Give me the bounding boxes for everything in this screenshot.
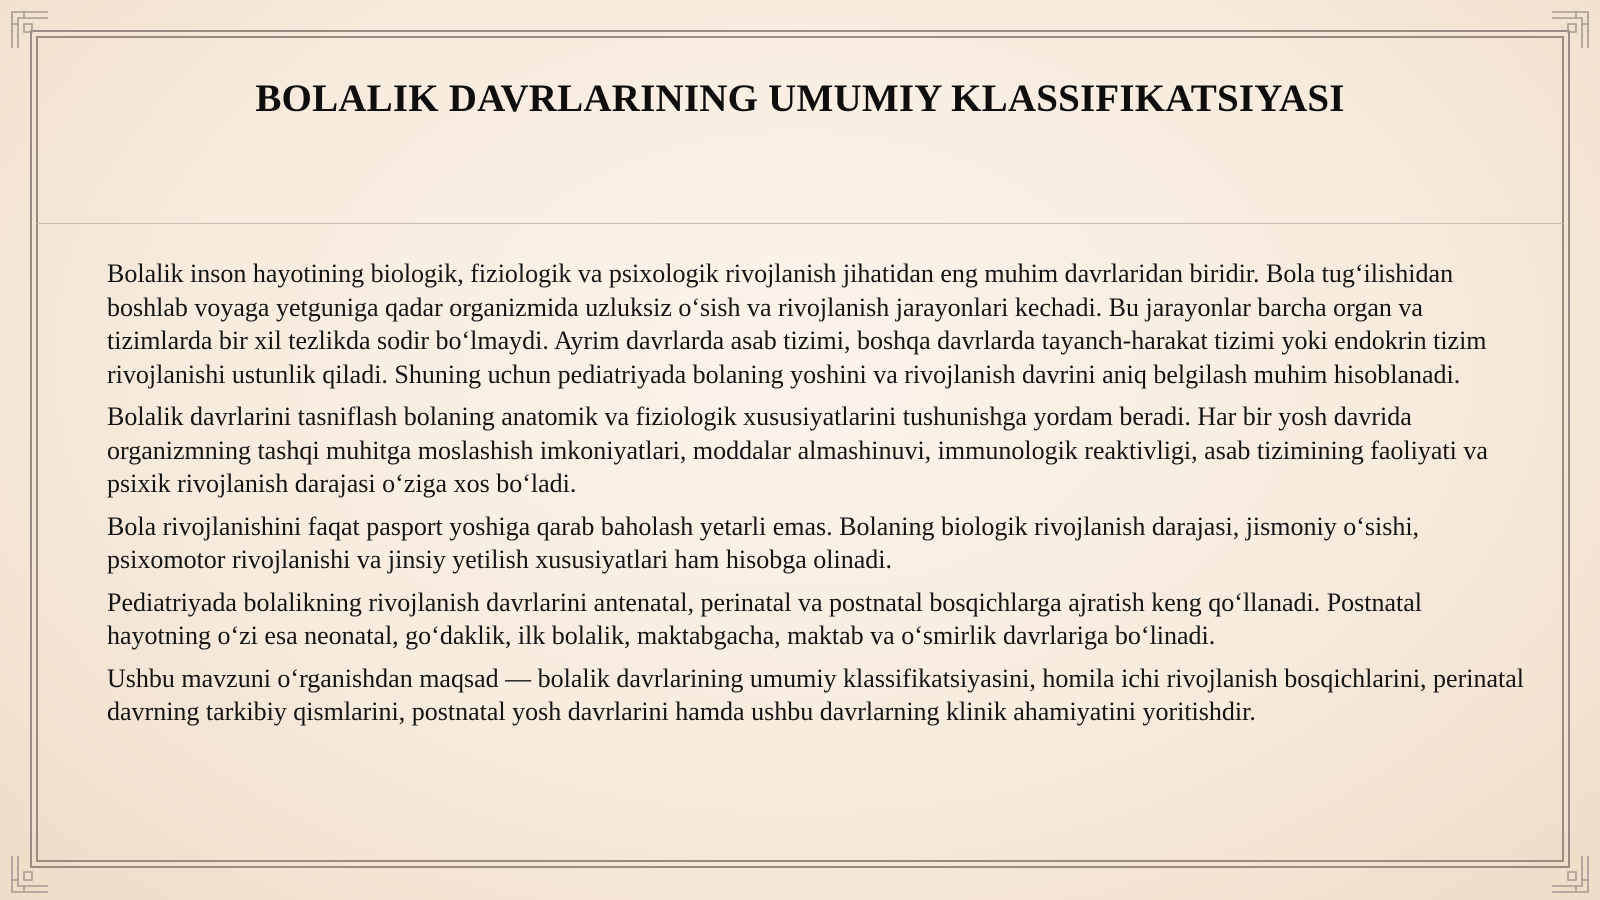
corner-ornament-icon (10, 10, 50, 50)
corner-ornament-icon (1550, 10, 1590, 50)
slide-body (107, 257, 1527, 738)
corner-ornament-icon (10, 854, 50, 894)
body-paragraph: Ushbu mavzuni o‘rganishdan maqsad — bolalik davrlarining umumiy klassifikatsiyasini, homila ichi rivojlanish bosqichlarini, perinatal davrning tarkibiy qismlarini, postnatal yosh davrlarini hamda ushbu davrlarning klinik ahamiyatini yoritishdir. (107, 663, 1524, 726)
body-paragraph: Bola rivojlanishini faqat pasport yoshiga qarab baholash yetarli emas. Bolaning biologik rivojlanish darajasi, jismoniy o‘sishi, psixomotor rivojlanishi va jinsiy yetilish xususiyatlari ham hisobga olinadi. (107, 511, 1420, 574)
body-paragraph: Bolalik davrlarini tasniflash bolaning anatomik va fiziologik xususiyatlarini tushunishga yordam beradi. Har bir yosh davrida organizmning tashqi muhitga moslashish imkoniyatlari, moddalar almashinuvi, immunologik reaktivligi, asab tizimining faoliyati va psixik rivojlanish darajasi o‘ziga xos bo‘ladi. (107, 402, 1488, 498)
body-paragraph: Pediatriyada bolalikning rivojlanish davrlarini antenatal, perinatal va postnatal bosqichlarga ajratish keng qo‘llanadi. Postnatal hayotning o‘zi esa neonatal, go‘daklik, ilk bolalik, maktabgacha, maktab va o‘smirlik davrlariga bo‘linadi. (107, 587, 1423, 650)
body-paragraph: Bolalik inson hayotining biologik, fiziologik va psixologik rivojlanish jihatidan eng muhim davrlaridan biridir. Bola tug‘ilishidan boshlab voyaga yetguniga qadar organizmida uzluksiz o‘sish va rivojlanish jarayonlari kechadi. Bu jarayonlar barcha organ va tizimlarda bir xil tezlikda sodir bo‘lmaydi. Ayrim davrlarda asab tizimi, boshqa davrlarda tayanch-harakat tizimi yoki endokrin tizim rivojlanishi ustunlik qiladi. Shuning uchun pediatriyada bolaning yoshini va rivojlanish davrini aniq belgilash muhim hisoblanadi. (107, 259, 1487, 389)
corner-ornament-icon (1550, 854, 1590, 894)
slide-title: BOLALIK DAVRLARINING UMUMIY KLASSIFIKATSIYASI (255, 77, 1345, 120)
title-divider (37, 223, 1563, 224)
